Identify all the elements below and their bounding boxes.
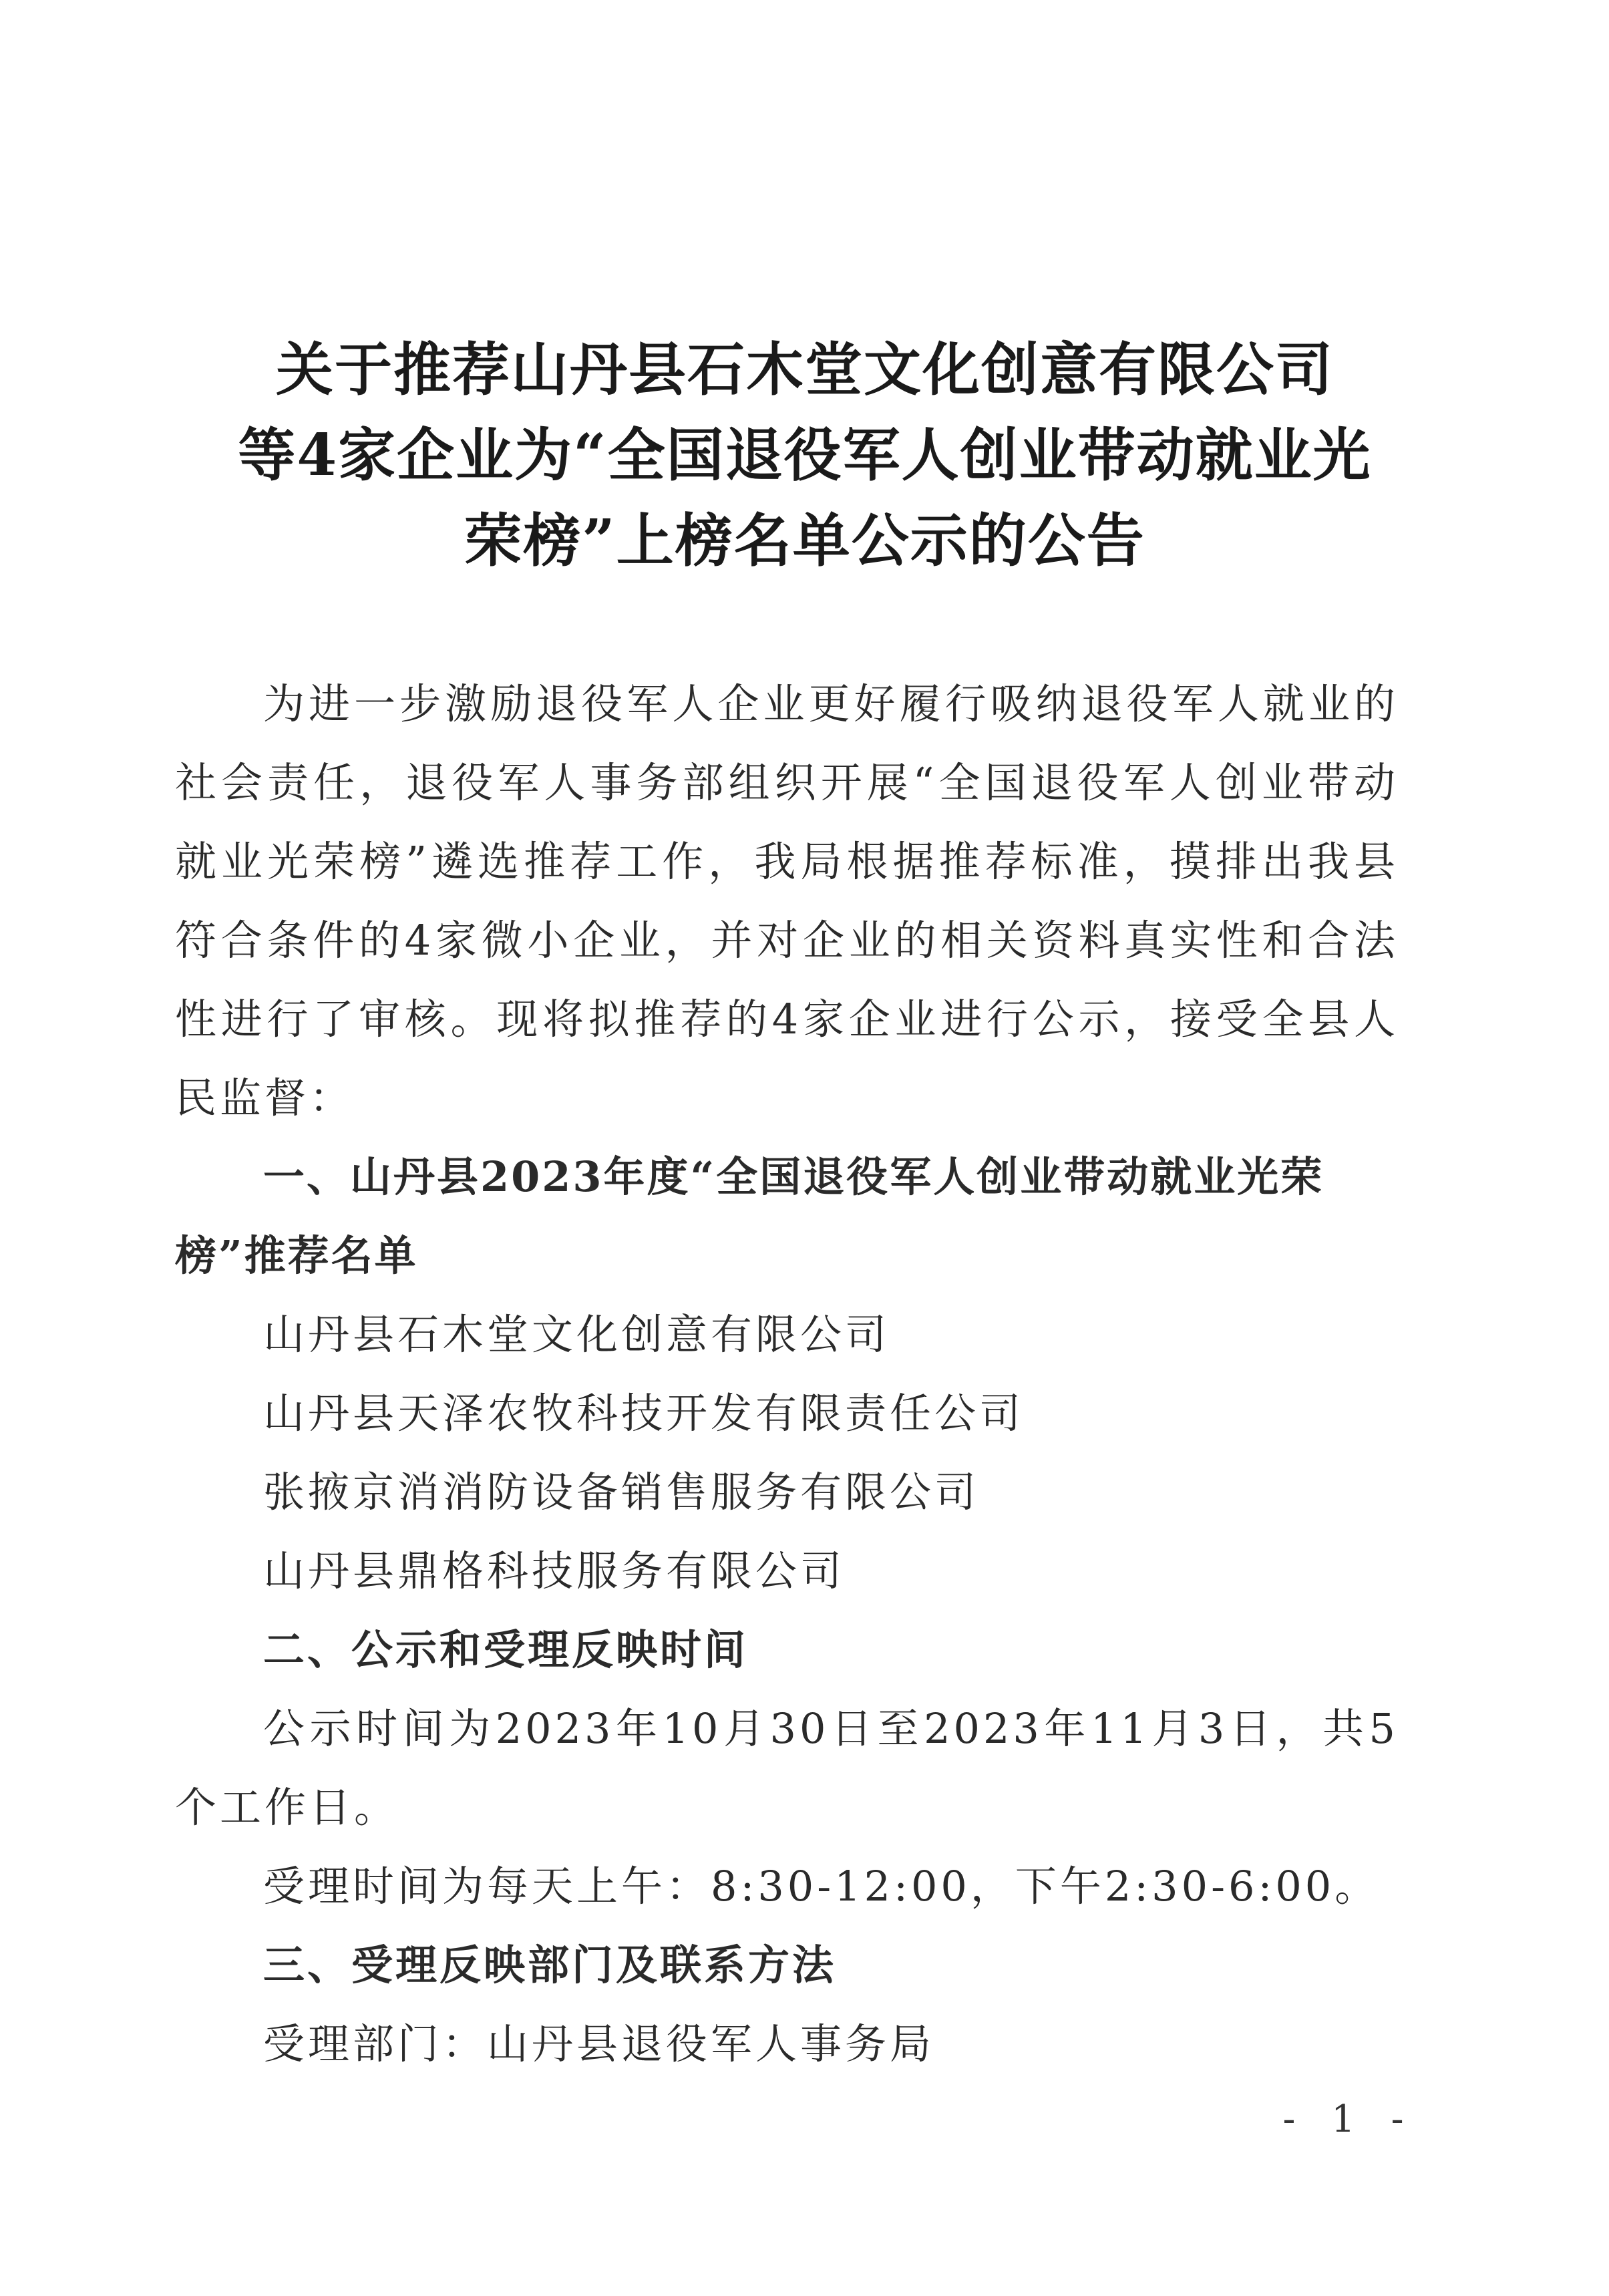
document-title: [167, 327, 1443, 584]
title-line-3: 荣榜”上榜名单公示的公告: [464, 507, 1145, 575]
section-1-heading: 一、山丹县2023年度“全国退役军人创业带动就业光荣榜”推荐名单: [175, 1152, 1324, 1280]
publicity-time-paragraph: 公示时间为2023年10月30日至2023年11月3日，共5个工作日。: [175, 1704, 1399, 1832]
department-paragraph: 受理部门：山丹县退役军人事务局: [263, 2019, 935, 2068]
document-body: [175, 665, 1399, 2084]
company-item: 山丹县天泽农牧科技开发有限责任公司: [263, 1389, 1025, 1438]
section-3-heading: 三、受理反映部门及联系方法: [263, 1941, 837, 1989]
company-item: 山丹县石木堂文化创意有限公司: [263, 1310, 890, 1359]
company-item: 张掖京消消防设备销售服务有限公司: [263, 1468, 980, 1516]
company-item: 山丹县鼎格科技服务有限公司: [263, 1546, 846, 1595]
acceptance-time-paragraph: 受理时间为每天上午：8:30-12:00，下午2:30-6:00。: [263, 1862, 1380, 1911]
page-number: - 1 -: [1282, 2098, 1416, 2141]
title-line-1: 关于推荐山丹县石木堂文化创意有限公司: [276, 336, 1334, 403]
title-line-2: 等4家企业为“全国退役军人创业带动就业光: [238, 422, 1372, 489]
section-2-heading: 二、公示和受理反映时间: [263, 1625, 749, 1674]
intro-paragraph: 为进一步激励退役军人企业更好履行吸纳退役军人就业的社会责任，退役军人事务部组织开展“全国退役军人创业带动就业光荣榜”遴选推荐工作，我局根据推荐标准，摸排出我县符合条件的4家微小企业，并对企业的相关资料真实性和合法性进行了审核。现将拟推荐的4家企业进行公示，接受全县人民监督：: [175, 679, 1399, 1122]
